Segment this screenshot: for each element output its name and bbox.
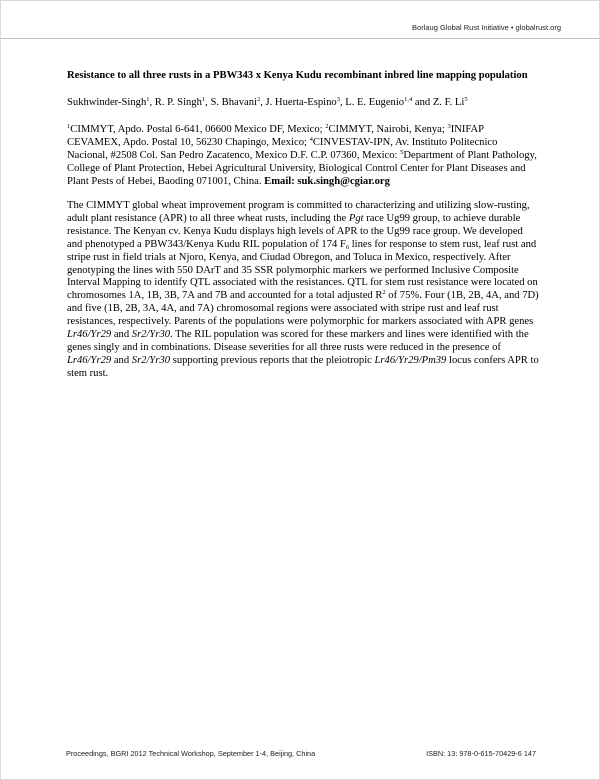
affiliation-text: INIFAP CEVAMEX, Apdo. Postal 10, 56230 Chapingo, Mexico;	[67, 124, 484, 148]
abstract-text: race Ug99 group, to achieve durable resistance. The Kenyan cv. Kenya Kudu displays high levels of APR to the Ug99 race group. We developed and phenotyped a PBW343/Kenya Kudu RIL population of 174 F	[67, 212, 523, 250]
affiliation-text: CIMMYT, Apdo. Postal 6-641, 06600 Mexico DF, Mexico;	[70, 124, 326, 135]
author-name: R. P. Singh	[154, 97, 202, 108]
author-affiliation-mark: 3	[336, 96, 340, 103]
paper-title: Resistance to all three rusts in a PBW343 x Kenya Kudu recombinant inbred line mapping population	[67, 70, 528, 81]
affiliation-text: CINVESTAV-IPN, Av. Instituto Politecnico Nacional, #2508 Col. San Pedro Zacatenco, Mexico D.F. C.P. 07360, Mexico:	[67, 137, 498, 161]
abstract-italic-term: Sr2/Yr30	[131, 329, 171, 341]
abstract-superscript: 2	[382, 289, 386, 297]
affiliation-mark: 5	[400, 149, 404, 156]
affiliation-end: .	[258, 176, 265, 187]
author-affiliation-mark: 1	[146, 96, 150, 103]
abstract-text: lines for response to stem rust, leaf rust and stripe rust in field trials at Njoro, Kenya, and Ciudad Obregon, and Toluca in Mexico, respectively. After genotyping the lines with 550 DArT and 35 SSR polymorphic markers we performed Inclusive Composite Interval Mapping to identify QTL associated with the resistances. QTL for stem rust resistance were located on chromosomes 1A, 1B, 3B, 7A and 7B and accounted for a total adjusted R	[67, 238, 538, 302]
author-name: Z. F. Li	[432, 97, 465, 108]
affiliation-mark: 4	[309, 136, 313, 143]
abstract-text: and	[111, 329, 132, 341]
running-head: Borlaug Global Rust Initiative • globalrust.org	[412, 23, 561, 32]
abstract-text: and	[111, 354, 132, 366]
abstract-italic-term: Sr2/Yr30	[131, 354, 171, 366]
abstract-text: . The RIL population was scored for these markers and lines were identified with the genes singly and in combinations. Disease severities for all three rusts were reduced in the presence of	[67, 329, 529, 353]
author-affiliation-mark: 5	[464, 96, 468, 103]
affiliations	[67, 123, 539, 188]
abstract-text: of 75%. Four (1B, 2B, 4A, and 7D) and five (1B, 2B, 3A, 4A, and 7A) chromosomal regions were associated with stripe rust and leaf rust resistances, respectively. Parents of the populations were polymorphic for markers associated with APR genes	[67, 290, 539, 328]
paper-content	[67, 69, 539, 381]
contact-email: Email: suk.singh@cgiar.org	[264, 176, 390, 187]
abstract-text: supporting previous reports that the pleiotropic	[170, 354, 375, 366]
author-name: S. Bhavani	[210, 97, 257, 108]
affiliation-mark: 3	[447, 123, 451, 130]
author-name: J. Huerta-Espino	[265, 97, 337, 108]
affiliation-mark: 2	[325, 123, 329, 130]
author-affiliation-mark: 1,4	[404, 96, 413, 103]
author-affiliation-mark: 2	[256, 96, 261, 103]
abstract-italic-term: Lr46/Yr29	[67, 329, 112, 341]
abstract	[67, 200, 539, 381]
author-name: L. E. Eugenio	[345, 97, 405, 108]
abstract-text: locus confers APR to stem rust.	[67, 354, 539, 379]
affiliation-text: CIMMYT, Nairobi, Kenya;	[328, 124, 448, 135]
footer-proceedings: Proceedings, BGRI 2012 Technical Workshop, September 1-4, Beijing, China	[66, 749, 316, 758]
abstract-text: The CIMMYT global wheat improvement program is committed to characterizing and utilizing slow-rusting, adult plant resistance (APR) to all three wheat rusts, including the	[67, 200, 530, 224]
author-separator: ,	[260, 97, 266, 108]
abstract-italic-term: Lr46/Yr29/Pm39	[374, 354, 447, 366]
author-list	[67, 96, 539, 109]
header-rule	[1, 38, 599, 39]
author-separator: ,	[149, 97, 155, 108]
author-affiliation-mark: 1	[201, 96, 206, 103]
abstract-italic-term: Pgt	[348, 212, 364, 224]
author-separator: ,	[339, 97, 346, 108]
author-name: Sukhwinder-Singh	[67, 97, 147, 108]
footer-isbn-page: ISBN: 13: 978-0-615-70429-6 147	[426, 749, 536, 758]
abstract-italic-term: Lr46/Yr29	[67, 354, 112, 366]
affiliation-mark: 1	[67, 123, 71, 130]
abstract-subscript: 6	[345, 243, 350, 251]
author-separator: ,	[205, 97, 211, 108]
author-separator: and	[412, 97, 433, 108]
affiliation-text: Department of Plant Pathology, College of Plant Protection, Hebei Agricultural University, Biological Control Center for Plant Diseases and Plant Pests of Hebei, Baoding 071001, China	[67, 150, 537, 187]
